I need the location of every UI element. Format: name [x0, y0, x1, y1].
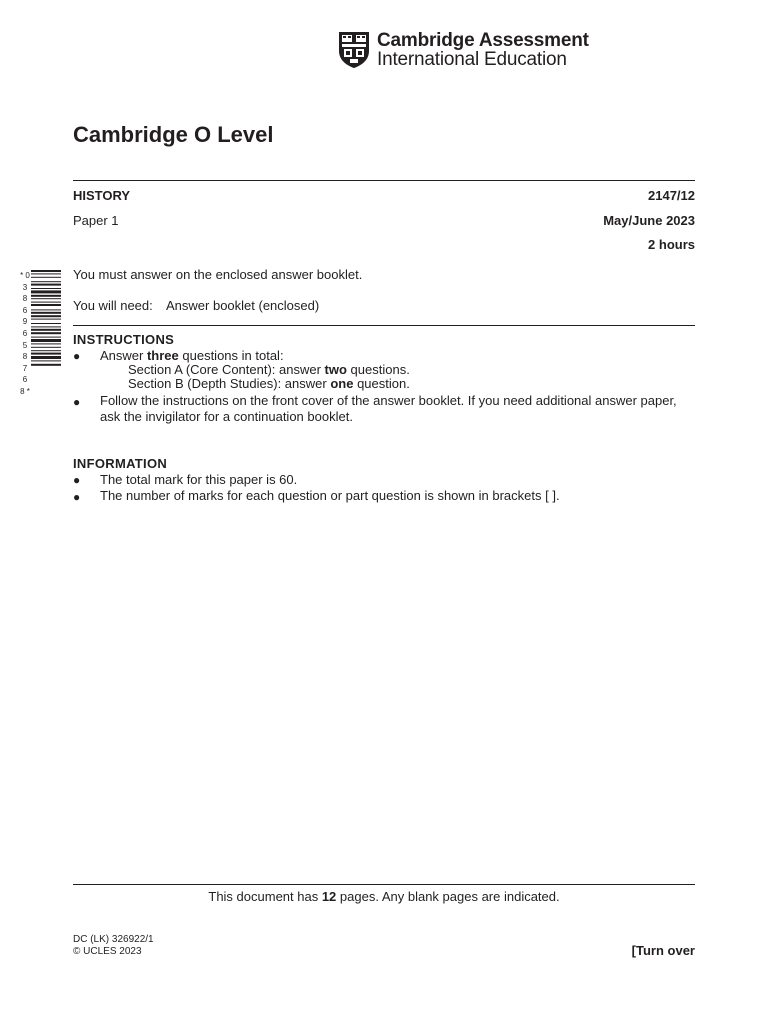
- subject-name: HISTORY: [73, 188, 131, 203]
- crest-icon: [338, 31, 370, 69]
- instruction-subitem: Section B (Depth Studies): answer one question.: [128, 376, 410, 391]
- logo-title: Cambridge Assessment: [377, 30, 589, 51]
- answer-note: You must answer on the enclosed answer booklet.: [73, 267, 363, 282]
- exam-session: May/June 2023: [603, 213, 695, 228]
- information-item: The total mark for this paper is 60.: [100, 472, 298, 487]
- document-ref: DC (LK) 326922/1: [73, 934, 154, 945]
- information-heading: INFORMATION: [73, 456, 168, 471]
- cambridge-logo: [338, 30, 589, 71]
- instruction-item: Follow the instructions on the front cover of the answer booklet. If you need additional answer paper,: [100, 393, 677, 408]
- instruction-item-cont: ask the invigilator for a continuation booklet.: [100, 409, 353, 424]
- barcode-digits: * 0 3 8 6 9 6 5 8 7 6 8 *: [20, 271, 30, 396]
- header-rule: [73, 180, 695, 181]
- candidate-barcode: [31, 270, 63, 410]
- exam-duration: 2 hours: [648, 237, 695, 252]
- instructions-heading: INSTRUCTIONS: [73, 332, 175, 347]
- bullet-icon: ●: [73, 349, 81, 363]
- need-value: Answer booklet (enclosed): [166, 298, 320, 313]
- bullet-icon: ●: [73, 490, 81, 504]
- paper-code: 2147/12: [648, 188, 695, 203]
- bullet-icon: ●: [73, 395, 81, 409]
- bullet-icon: ●: [73, 473, 81, 487]
- instruction-item: Answer three questions in total:: [100, 348, 284, 363]
- barcode-icon: [31, 270, 63, 410]
- footer-rule: [73, 884, 695, 885]
- logo-subtitle: International Education: [377, 49, 567, 70]
- page-count-note: This document has 12 pages. Any blank pages are indicated.: [208, 889, 560, 904]
- need-label: You will need:: [73, 298, 153, 313]
- page-title: Cambridge O Level: [73, 122, 274, 147]
- information-item: The number of marks for each question or part question is shown in brackets [ ].: [100, 488, 560, 503]
- instructions-rule: [73, 325, 695, 326]
- instruction-subitem: Section A (Core Content): answer two questions.: [128, 362, 410, 377]
- turn-over: [Turn over: [631, 943, 695, 958]
- copyright: © UCLES 2023: [73, 946, 142, 957]
- paper-number: Paper 1: [73, 213, 119, 228]
